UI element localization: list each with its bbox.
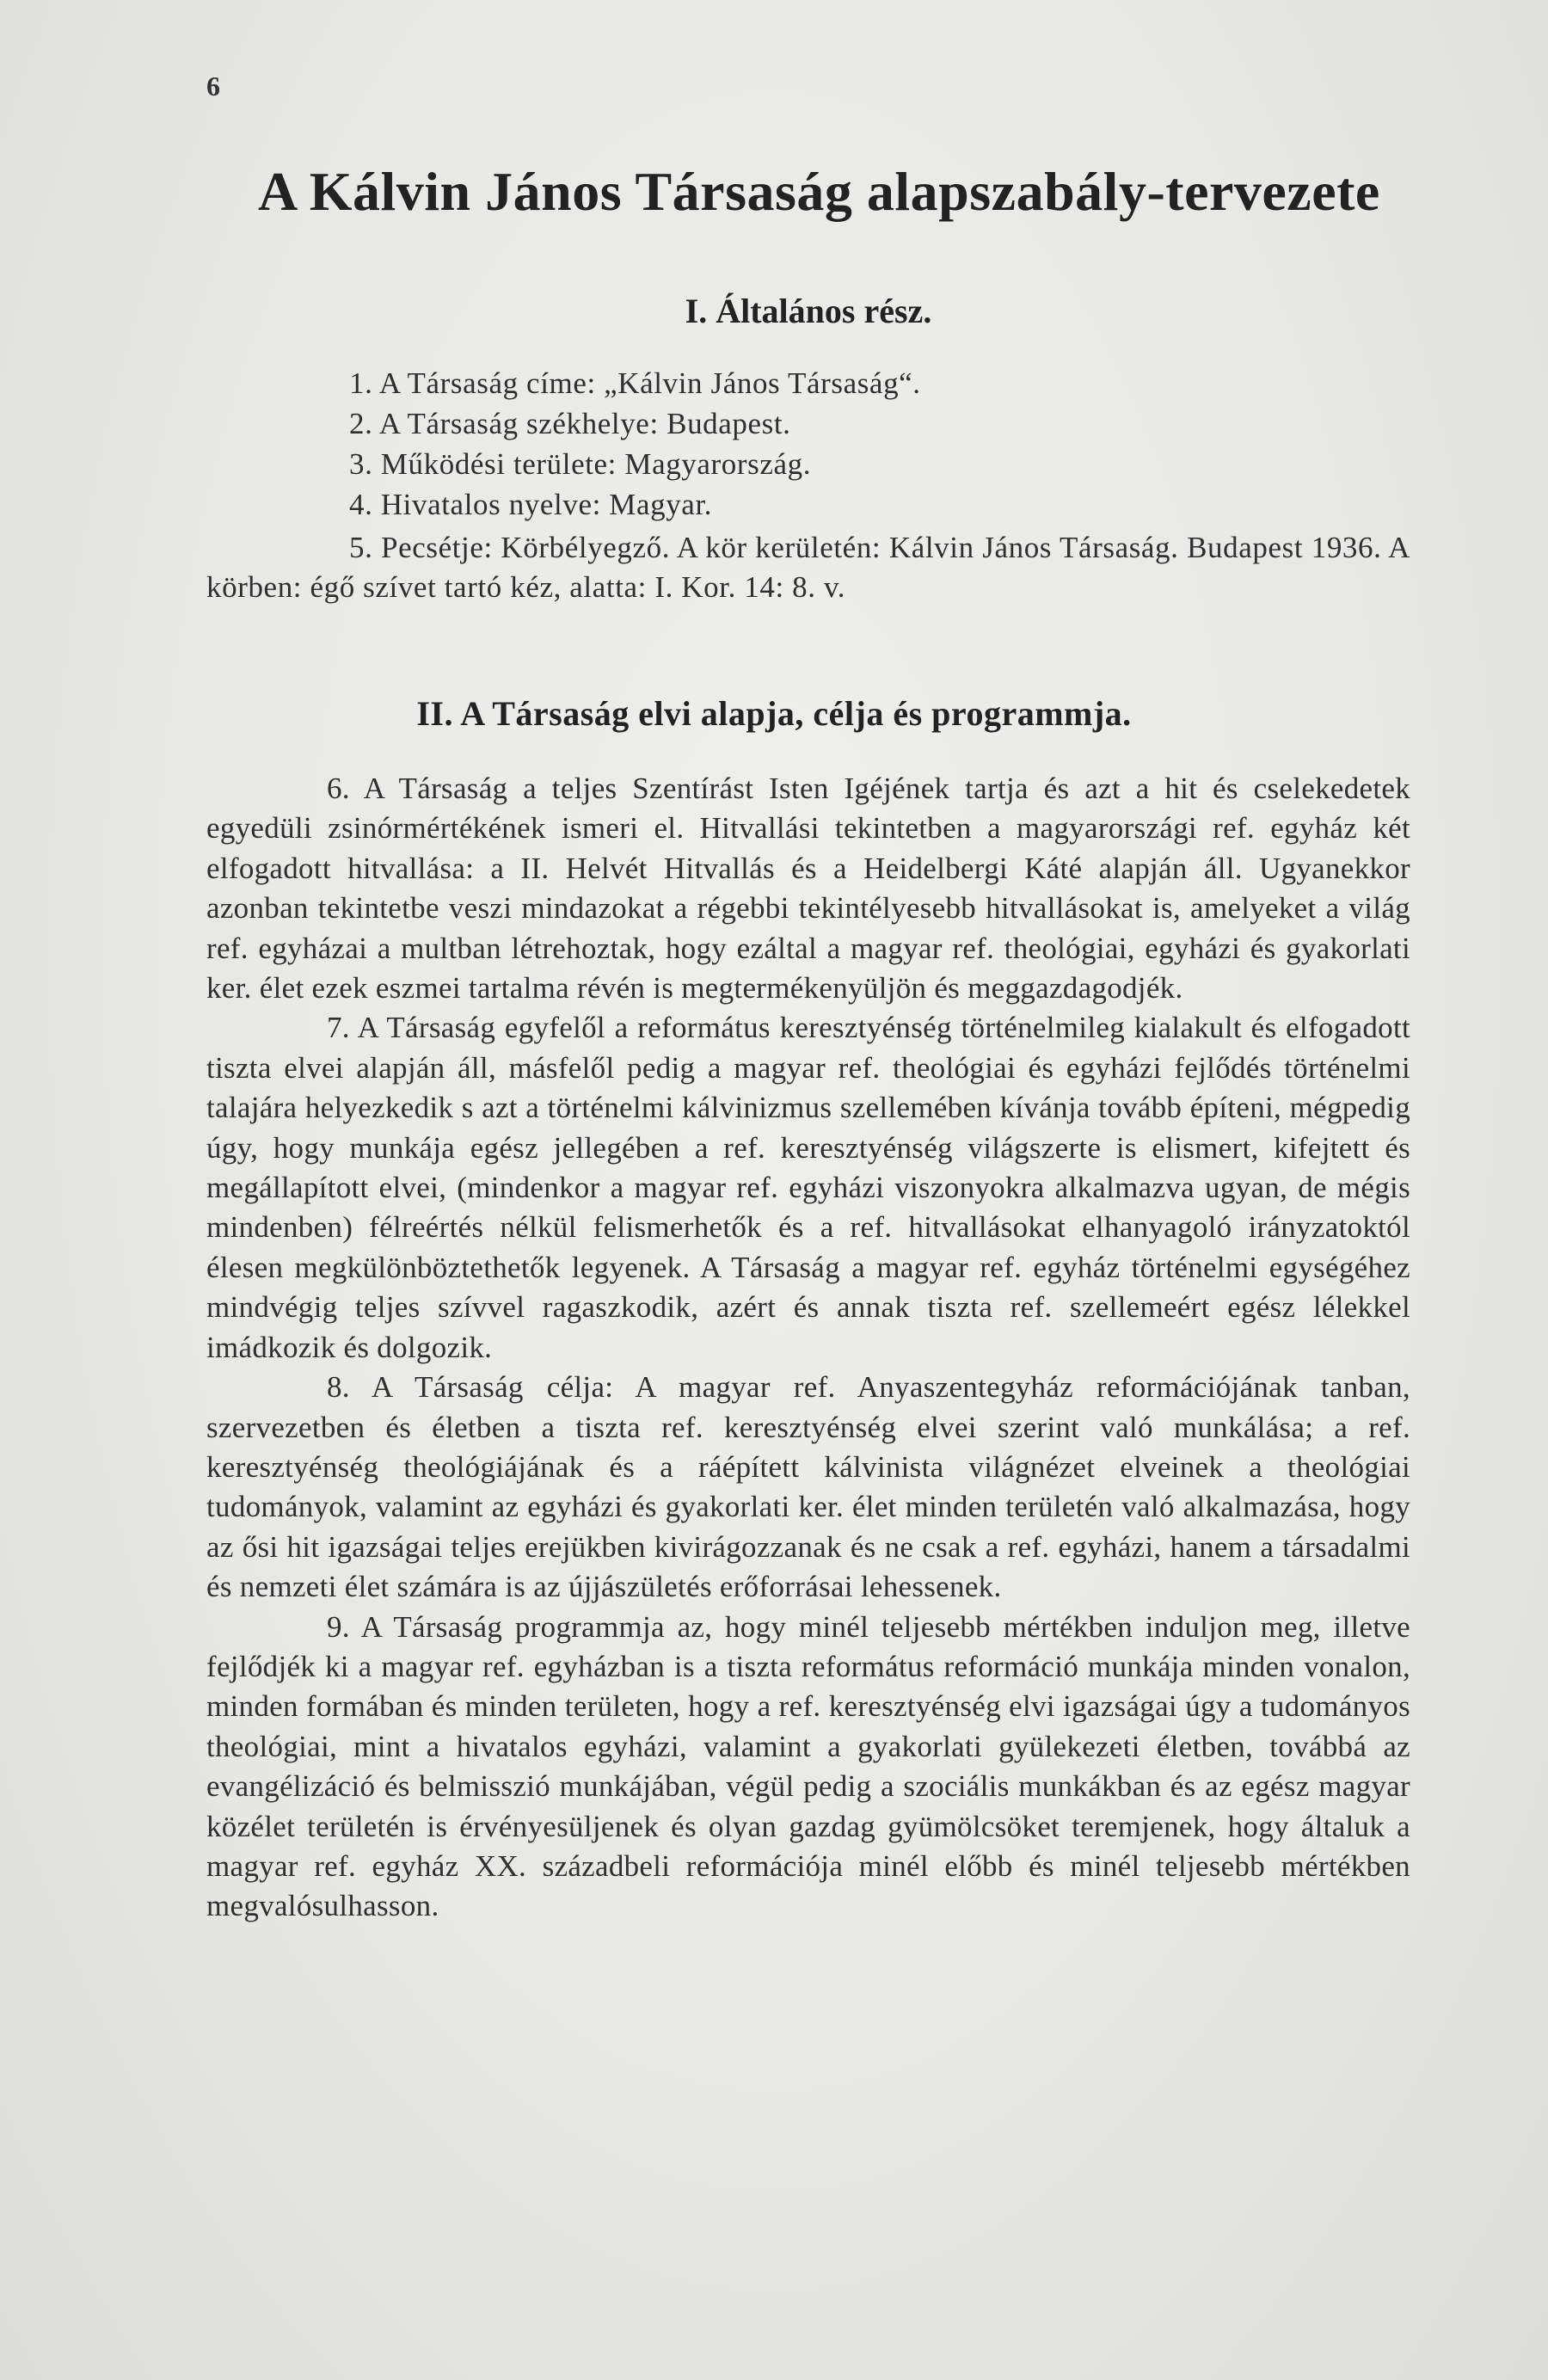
list-item-seat: 2. A Társaság székhelye: Budapest. — [349, 407, 791, 440]
page-number: 6 — [206, 71, 220, 101]
paragraph-6: 6. A Társaság a teljes Szentírást Isten Igéjének tartja és azt a hit és cselekedetek egyedüli zsinórmértékének ismeri el. Hitvallási tekintetben a magyarországi ref. egyház két elfogadott hitvallása: a II. Helvét Hitvallás és a Heidelbergi Káté alapján áll. Ugyanekkor azonban tekintetbe veszi mindazokat a régebbi tekintélyesebb hitvallásokat is, amelyeket a világ ref. egyházai a multban létrehoztak, hogy ezáltal a magyar ref. theológiai, egyházi és gyakorlati ker. élet ezek eszmei tartalma révén is megtermékenyüljön és meggazdagodjék. — [206, 772, 1410, 1006]
section-heading-principles: II. A Társaság elvi alapja, célja és programmja. — [416, 694, 1132, 733]
section-heading-general: I. Általános rész. — [685, 292, 932, 330]
paragraph-7: 7. A Társaság egyfelől a református keresztyénség történelmileg kialakult és elfogadott tiszta elvei alapján áll, másfelől pedig a magyar ref. theológiai és egyházi fejlődés történelmi talajára helyezkedik s azt a történelmi kálvinizmus szellemében kívánja tovább építeni, mégpedig úgy, hogy munkája egész jellegében a ref. keresztyénség világszerte is elismert, kifejtett és megállapított elvei, (mindenkor a magyar ref. egyházi viszonyokra alkalmazva ugyan, de mégis mindenben) félreértés nélkül felismerhetők és a ref. hitvallásokat elhanyagoló irányzatoktól élesen megkülönböztethetők legyenek. A Társaság a magyar ref. egyház történelmi egységéhez mindvégig teljes szívvel ragaszkodik, azért és annak tiszta ref. szellemeért egész lélekkel imádkozik és dolgozik. — [206, 1011, 1410, 1364]
paragraph-8: 8. A Társaság célja: A magyar ref. Anyaszentegyház reformációjának tanban, szervezetben és életben a tiszta ref. keresztyénség elvei szerint való munkálása; a ref. keresztyénség theológiájának és a ráépített kálvinista világnézet elveinek a theológiai tudományok, valamint az egyházi és gyakorlati ker. élet minden területén való alkalmazása, hogy az ősi hit igazságai teljes erejükben kivirágozzanak és ne csak a ref. egyházi, hanem a társadalmi és nemzeti élet számára is az újjászületés erőforrásai lehessenek. — [206, 1370, 1410, 1604]
paragraph-9: 9. A Társaság programmja az, hogy minél teljesebb mértékben induljon meg, illetve fejlődjék ki a magyar ref. egyházban is a tiszta református reformáció munkája minden vonalon, minden formában és minden területen, hogy a ref. keresztyénség elvi igazságai úgy a tudományos theológiai, mint a hivatalos egyházi, valamint a gyakorlati gyülekezeti életben, továbbá az evangélizáció és belmisszió munkájában, végül pedig a szociális munkákban és az egész magyar közélet területén is érvényesüljenek és olyan gazdag gyümölcsöket teremjenek, hogy általuk a magyar ref. egyház XX. századbeli reformációja minél előbb és minél teljesebb mértékben megvalósulhasson. — [206, 1609, 1410, 1923]
page-title: A Kálvin János Társaság alapszabály-tervezete — [258, 161, 1380, 222]
list-item-name: 1. A Társaság címe: „Kálvin János Társaság“. — [349, 366, 921, 400]
list-item-language: 4. Hivatalos nyelve: Magyar. — [349, 488, 713, 521]
list-item-seal: 5. Pecsétje: Körbélyegző. A kör kerületén: Kálvin János Társaság. Budapest 1936. A körben: égő szívet tartó kéz, alatta: I. Kor. 14: 8. v. — [206, 531, 1410, 604]
list-item-territory: 3. Működési területe: Magyarország. — [349, 447, 812, 481]
section-body — [206, 769, 1410, 1927]
